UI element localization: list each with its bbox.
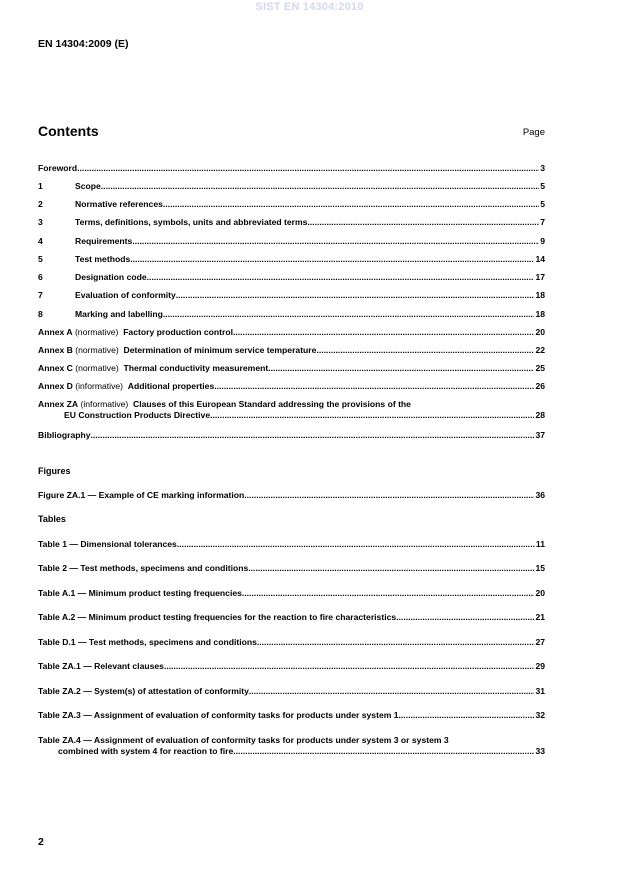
- toc-number: 7: [38, 290, 43, 300]
- toc-page: 3: [540, 163, 545, 173]
- annex-kind: (informative): [80, 399, 129, 409]
- annex-label: Annex C: [38, 363, 73, 373]
- figures-heading: Figures: [38, 466, 71, 476]
- toc-page: 5: [540, 199, 545, 209]
- toc-table-za4-line1[interactable]: [38, 735, 545, 745]
- toc-entry-3[interactable]: [38, 217, 545, 227]
- toc-leader: [210, 410, 534, 420]
- annex-kind: (normative): [74, 327, 119, 337]
- toc-leader: [101, 181, 539, 191]
- toc-figure-za1[interactable]: [38, 490, 545, 500]
- toc-leader: [233, 746, 534, 756]
- toc-title: Bibliography: [38, 430, 91, 440]
- standard-id: EN 14304:2009 (E): [38, 38, 129, 50]
- toc-page: 14: [535, 254, 545, 264]
- toc-title: Foreword: [38, 163, 78, 173]
- toc-table-za4-line2[interactable]: [58, 746, 545, 756]
- toc-annex-a[interactable]: [38, 327, 545, 337]
- toc-leader: [248, 563, 534, 573]
- toc-leader: [249, 686, 535, 696]
- toc-leader: [91, 430, 535, 440]
- toc-page: 18: [535, 309, 545, 319]
- toc-entry-2[interactable]: [38, 199, 545, 209]
- toc-page: 15: [535, 563, 545, 573]
- toc-table-1[interactable]: [38, 539, 545, 549]
- toc-page: 11: [535, 539, 545, 549]
- tables-heading: Tables: [38, 514, 66, 524]
- toc-leader: [130, 254, 534, 264]
- contents-title: Contents: [38, 123, 99, 139]
- toc-annex-b[interactable]: [38, 345, 545, 355]
- toc-annex-c[interactable]: [38, 363, 545, 373]
- annex-kind: (normative): [75, 345, 119, 355]
- toc-number: 8: [38, 309, 43, 319]
- toc-leader: [399, 710, 535, 720]
- toc-page: 32: [535, 710, 545, 720]
- toc-number: 6: [38, 272, 43, 282]
- toc-title-cont: combined with system 4 for reaction to fire: [58, 746, 234, 756]
- annex-label: Annex D: [38, 381, 73, 391]
- toc-entry-6[interactable]: [38, 272, 545, 282]
- toc-number: 5: [38, 254, 43, 264]
- toc-leader: [257, 637, 535, 647]
- annex-title: Factory production control: [123, 327, 233, 337]
- toc-page: 5: [540, 181, 545, 191]
- toc-page: 20: [535, 327, 545, 337]
- toc-page: 18: [535, 290, 545, 300]
- toc-leader: [164, 661, 535, 671]
- toc-page: 27: [535, 637, 545, 647]
- toc-entry-7[interactable]: [38, 290, 545, 300]
- toc-title: Table ZA.3 — Assignment of evaluation of conformity tasks for products under system 1: [38, 710, 399, 720]
- toc-title: Designation code: [75, 272, 147, 282]
- toc-table-za1[interactable]: [38, 661, 545, 671]
- toc-table-za3[interactable]: [38, 710, 545, 720]
- annex-label: Annex ZA: [38, 399, 79, 409]
- toc-page: 7: [540, 217, 545, 227]
- toc-number: 2: [38, 199, 43, 209]
- watermark: SIST EN 14304:2010: [255, 1, 364, 13]
- toc-entry-5[interactable]: [38, 254, 545, 264]
- annex-kind: (informative): [75, 381, 124, 391]
- toc-title: Marking and labelling: [75, 309, 163, 319]
- annex-label: Annex A: [38, 327, 73, 337]
- toc-title: Table ZA.2 — System(s) of attestation of conformity: [38, 686, 249, 696]
- annex-kind: (normative): [75, 363, 119, 373]
- annex-title-cont: EU Construction Products Directive: [64, 410, 211, 420]
- toc-title: Test methods: [75, 254, 131, 264]
- toc-leader: [147, 272, 535, 282]
- toc-title: Table 2 — Test methods, specimens and conditions: [38, 563, 249, 573]
- toc-table-a2[interactable]: [38, 612, 545, 622]
- toc-leader: [242, 588, 535, 598]
- toc-page: 28: [535, 410, 545, 420]
- toc-bibliography[interactable]: [38, 430, 545, 440]
- toc-leader: [233, 327, 534, 337]
- toc-table-2[interactable]: [38, 563, 545, 573]
- toc-page: 37: [535, 430, 545, 440]
- toc-page: 20: [535, 588, 545, 598]
- toc-page: 22: [535, 345, 545, 355]
- toc-title: Table ZA.4 — Assignment of evaluation of conformity tasks for products under system 3 or system 3: [38, 735, 449, 745]
- toc-table-a1[interactable]: [38, 588, 545, 598]
- toc-title: Table A.1 — Minimum product testing frequencies: [38, 588, 242, 598]
- toc-leader: [316, 345, 534, 355]
- toc-page: 9: [540, 236, 545, 246]
- toc-title: Table D.1 — Test methods, specimens and conditions: [38, 637, 257, 647]
- toc-leader: [268, 363, 534, 373]
- toc-annex-d[interactable]: [38, 381, 545, 391]
- toc-page: 26: [535, 381, 545, 391]
- toc-leader: [177, 539, 535, 549]
- toc-leader: [176, 290, 535, 300]
- annex-title: Determination of minimum service temperature: [123, 345, 317, 355]
- toc-page: 17: [535, 272, 545, 282]
- toc-page: 33: [535, 746, 545, 756]
- toc-leader: [132, 236, 539, 246]
- annex-label: Annex B: [38, 345, 73, 355]
- toc-leader: [77, 163, 539, 173]
- toc-title: Scope: [75, 181, 101, 191]
- toc-leader: [163, 199, 539, 209]
- toc-title: Evaluation of conformity: [75, 290, 176, 300]
- toc-page: 21: [535, 612, 545, 622]
- toc-page: 29: [535, 661, 545, 671]
- toc-page: 36: [535, 490, 545, 500]
- annex-title: Thermal conductivity measurement: [123, 363, 269, 373]
- annex-title: Clauses of this European Standard addressing the provisions of the: [133, 399, 411, 409]
- annex-title: Additional properties: [127, 381, 215, 391]
- toc-page: 31: [535, 686, 545, 696]
- toc-number: 4: [38, 236, 43, 246]
- toc-annex-za-line1[interactable]: [38, 399, 545, 409]
- toc-entry-foreword[interactable]: [38, 163, 545, 173]
- toc-leader: [244, 490, 534, 500]
- toc-title: Figure ZA.1 — Example of CE marking information: [38, 490, 245, 500]
- toc-table-za2[interactable]: [38, 686, 545, 696]
- toc-title: Normative references: [75, 199, 163, 209]
- toc-leader: [307, 217, 539, 227]
- toc-number: 3: [38, 217, 43, 227]
- page-number: 2: [38, 836, 44, 848]
- toc-leader: [396, 612, 534, 622]
- toc-title: Table A.2 — Minimum product testing frequencies for the reaction to fire characteristics: [38, 612, 397, 622]
- toc-leader: [163, 309, 535, 319]
- toc-page: 25: [535, 363, 545, 373]
- toc-title: Terms, definitions, symbols, units and abbreviated terms: [75, 217, 308, 227]
- toc-title: Table 1 — Dimensional tolerances: [38, 539, 177, 549]
- toc-leader: [214, 381, 534, 391]
- toc-title: Table ZA.1 — Relevant clauses: [38, 661, 164, 671]
- toc-table-d1[interactable]: [38, 637, 545, 647]
- toc-entry-1[interactable]: [38, 181, 545, 191]
- toc-title: Requirements: [75, 236, 133, 246]
- toc-entry-4[interactable]: [38, 236, 545, 246]
- page-column-label: Page: [522, 127, 545, 138]
- toc-entry-8[interactable]: [38, 309, 545, 319]
- toc-annex-za-line2[interactable]: [64, 410, 545, 420]
- toc-number: 1: [38, 181, 43, 191]
